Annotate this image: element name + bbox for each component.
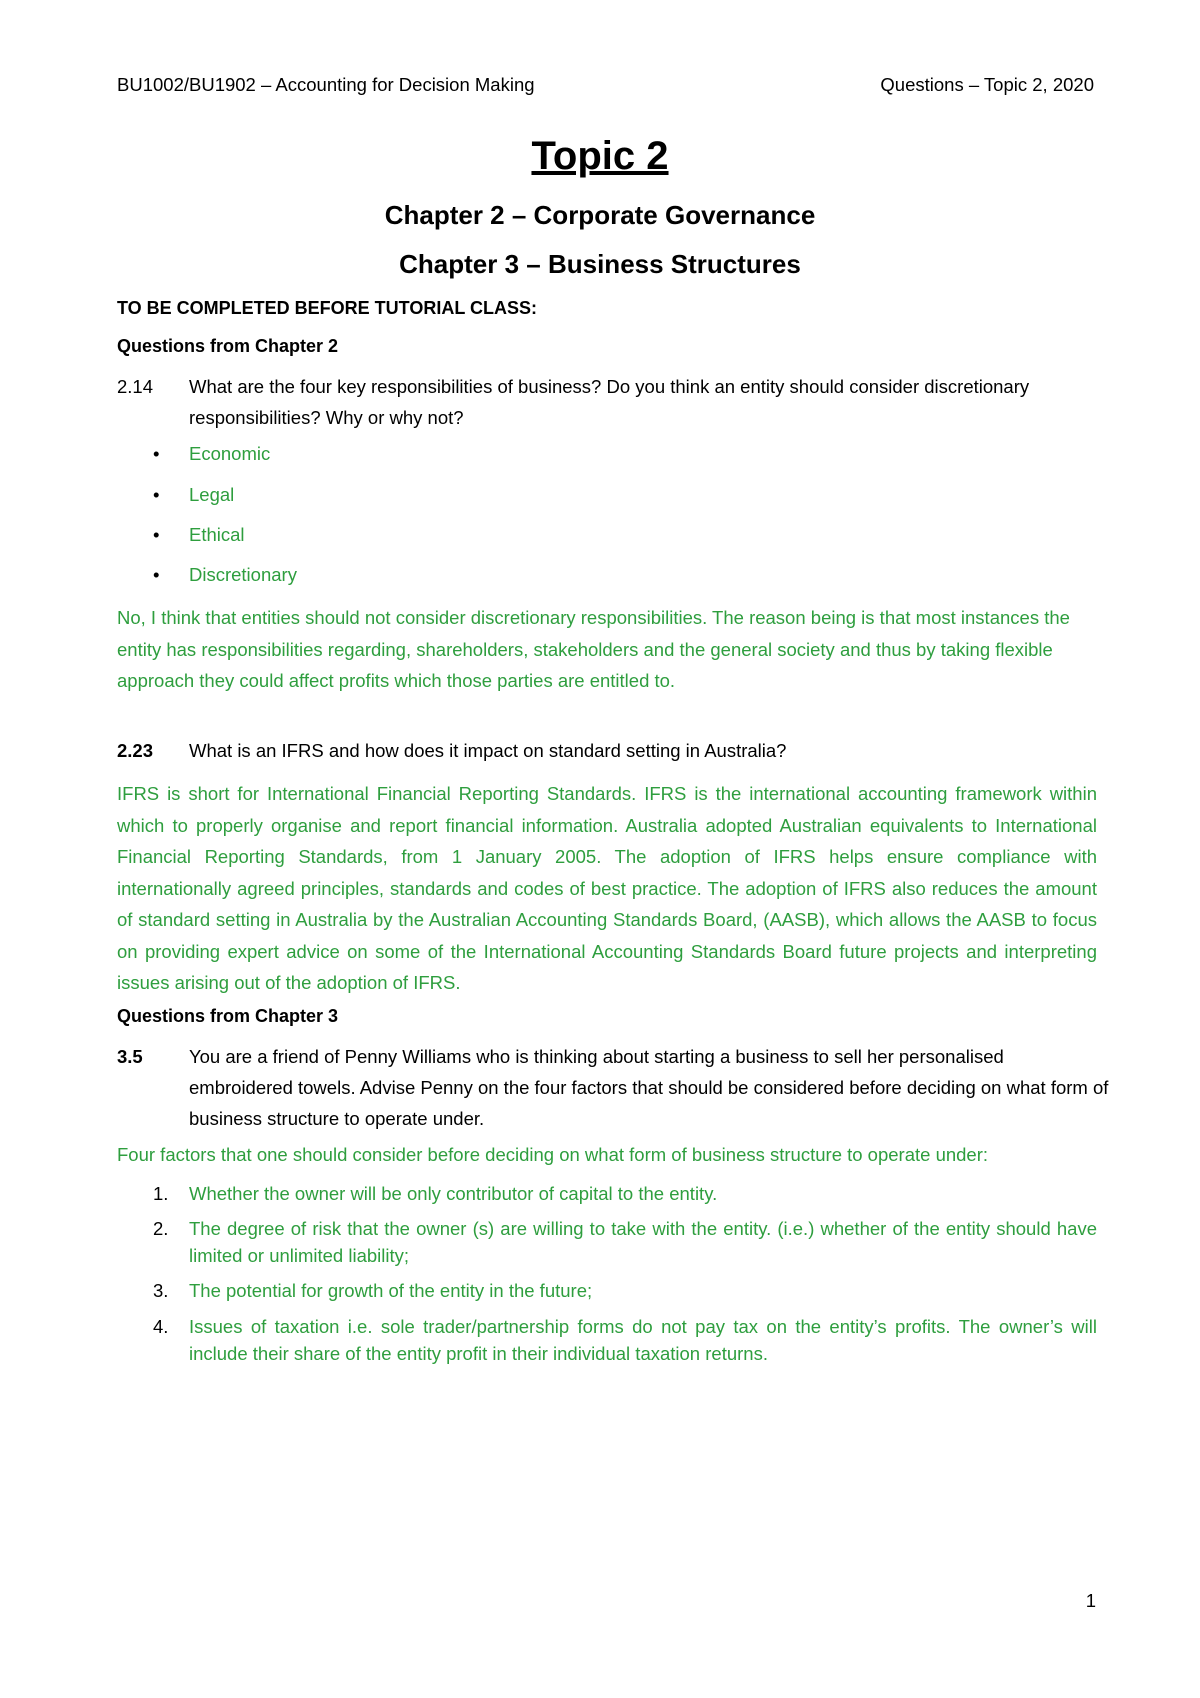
chapter-heading-3: Chapter 3 – Business Structures [399, 249, 801, 279]
header-topic-label: Questions – Topic 2, 2020 [880, 74, 1094, 95]
question-2-23 [117, 735, 1111, 766]
bullet-icon: • [153, 443, 160, 464]
list-number: 2. [153, 1218, 169, 1239]
bullet-icon: • [153, 564, 160, 585]
bullet-icon: • [153, 524, 160, 545]
list-text: Issues of taxation i.e. sole trader/partnership forms do not pay tax on the entity’s profits. The owner’s will include their share of the entity profit in their individual taxation returns. [189, 1316, 1097, 1364]
question-2-14 [117, 371, 1111, 433]
question-number: 2.23 [117, 740, 154, 761]
page-title: Topic 2 [531, 134, 669, 178]
question-text: What are the four key responsibilities of business? Do you think an entity should consider discretionary responsibilities? Why or why not? [189, 376, 1030, 428]
section-heading-chapter-2: Questions from Chapter 2 [117, 336, 339, 356]
list-number: 1. [153, 1183, 169, 1204]
list-text: The degree of risk that the owner (s) are willing to take with the entity. (i.e.) whether of the entity should have limited or unlimited liability; [189, 1218, 1097, 1266]
list-number: 3. [153, 1280, 169, 1301]
question-number: 2.14 [117, 376, 154, 397]
answer-3-5-intro: Four factors that one should consider before deciding on what form of business structure to operate under: [117, 1144, 989, 1165]
list-text: Whether the owner will be only contributor of capital to the entity. [189, 1183, 718, 1204]
page-number: 1 [1085, 1590, 1096, 1611]
question-text: You are a friend of Penny Williams who is thinking about starting a business to sell her personalised embroidered towels. Advise Penny on the four factors that should be considered before deciding on what form of business structure to operate under. [189, 1046, 1109, 1129]
question-number: 3.5 [117, 1046, 143, 1067]
bullet-icon: • [153, 484, 160, 505]
section-heading-chapter-3: Questions from Chapter 3 [117, 1006, 339, 1026]
document-page: BU1002/BU1902 – Accounting for Decision Making Questions – Topic 2, 2020 Topic 2 Chapter 2 – Corporate Governance Chapter 3 – Business Structures TO BE COMPLETED BEFORE TUTORIAL CLASS: Questions from Chapter 2 2.14 What are the four key responsibilities of business? Do you think an entity should consider discretionary responsibilities? Why or why not? • Economic • Legal • Ethical • Discretionary No, I think that entities should not consider discretionary responsibilities. The reason being is that most instances the entity has responsibilities regarding, shareholders, stakeholders and the general society and thus by taking flexible approach they could affect profits which those parties are entitled to. 2.23 What is an IFRS and how does it impact on standard setting in Australia? IFRS is short for International Financial Reporting Standards. IFRS is the international accounting framework within which to properly organise and report financial information. Australia adopted Australian equivalents to International Financial Reporting Standards, from 1 January 2005. The adoption of IFRS helps ensure compliance with internationally agreed principles, standards and codes of best practice. The adoption of IFRS also reduces the amount of standard setting in Australia by the Australian Accounting Standards Board, (AASB), which allows the AASB to focus on providing expert advice on some of the International Accounting Standards Board future projects and interpreting issues arising out of the adoption of IFRS. Questions from Chapter 3 3.5 You are a friend of Penny Williams who is thinking about starting a business to sell her personalised embroidered towels. Advise Penny on the four factors that should be considered before deciding on what form of business structure to operate under. Four factors that one should consider before deciding on what form of business structure to operate under: 1. Whether the owner will be only contributor of capital to the entity. 2. The degree of risk that the owner (s) are willing to take with the entity. (i.e.) whether of the entity should have limited or unlimited liability; 3. The potential for growth of the entity in the future; 4. Issues of taxation i.e. sole trader/partnership forms do not pay tax on the entity’s profits. The owner’s will include their share of the entity profit in their individual taxation returns. 1 [0, 0, 1200, 1698]
question-3-5 [117, 1041, 1111, 1134]
chapter-heading-2: Chapter 2 – Corporate Governance [384, 200, 816, 230]
answer-2-14: No, I think that entities should not consider discretionary responsibilities. The reason being is that most instances the entity has responsibilities regarding, shareholders, stakeholders and the general society and thus by taking flexible approach they could affect profits which those parties are entitled to. [117, 607, 1070, 691]
instruction-heading: TO BE COMPLETED BEFORE TUTORIAL CLASS: [117, 298, 538, 318]
list-text: The potential for growth of the entity in the future; [189, 1280, 593, 1301]
question-text: What is an IFRS and how does it impact on standard setting in Australia? [189, 740, 787, 761]
header-course-title: BU1002/BU1902 – Accounting for Decision Making [117, 74, 535, 95]
answer-2-23: IFRS is short for International Financial Reporting Standards. IFRS is the international accounting framework within which to properly organise and report financial information. Australia adopted Australian equivalents to International Financial Reporting Standards, from 1 January 2005. The adoption of IFRS helps ensure compliance with internationally agreed principles, standards and codes of best practice. The adoption of IFRS also reduces the amount of standard setting in Australia by the Australian Accounting Standards Board, (AASB), which allows the AASB to focus on providing expert advice on some of the International Accounting Standards Board future projects and interpreting issues arising out of the adoption of IFRS. [117, 783, 1097, 993]
list-number: 4. [153, 1316, 169, 1337]
